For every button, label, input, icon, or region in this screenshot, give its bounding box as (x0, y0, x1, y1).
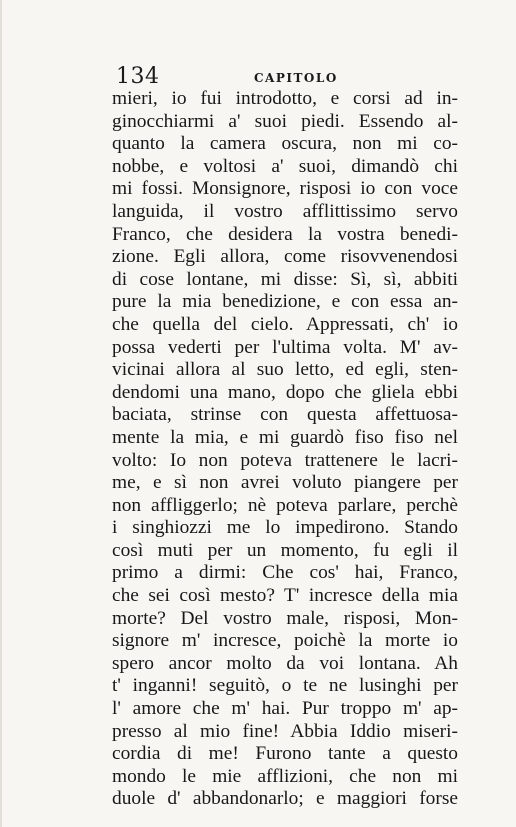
text-line: vicinai allora al suo letto, ed egli, sten- (112, 359, 458, 381)
text-line: quanto la camera oscura, non mi co- (112, 133, 458, 155)
text-line: che sei così mesto? T' incresce della mia (112, 585, 458, 607)
text-line: me, e sì non avrei voluto piangere per (112, 472, 458, 494)
text-line: t' inganni! seguitò, o te ne lusinghi per (112, 675, 458, 697)
text-line: i singhiozzi me lo impedirono. Stando (112, 517, 458, 539)
text-line: signore m' incresce, poichè la morte io (112, 630, 458, 652)
text-line: pure la mia benedizione, e con essa an- (112, 291, 458, 313)
text-line: spero ancor molto da voi lontana. Ah (112, 652, 458, 674)
running-head: CAPITOLO (254, 71, 338, 85)
text-line: volto: Io non poteva trattenere le lacri- (112, 449, 458, 471)
text-line: duole d' abbandonarlo; e maggiori forse (112, 788, 458, 810)
text-line: possa vederti per l'ultima volta. M' av- (112, 336, 458, 358)
text-line: di cose lontane, mi disse: Sì, sì, abbiti (112, 268, 458, 290)
text-line: presso al mio fine! Abbia Iddio miseri- (112, 720, 458, 742)
body-text (112, 88, 458, 811)
text-line: così muti per un momento, fu egli il (112, 539, 458, 561)
text-line: mente la mia, e mi guardò fiso fiso nel (112, 426, 458, 448)
text-line: languida, il vostro afflittissimo servo (112, 200, 458, 222)
page-number: 134 (116, 64, 160, 89)
text-line: l' amore che m' hai. Pur troppo m' ap- (112, 698, 458, 720)
text-line: cordia di me! Furono tante a questo (112, 743, 458, 765)
text-line: morte? Del vostro male, risposi, Mon- (112, 607, 458, 629)
text-line: nobbe, e voltosi a' suoi, dimandò chi (112, 155, 458, 177)
text-line: che quella del cielo. Appressati, ch' io (112, 313, 458, 335)
text-line: mi fossi. Monsignore, risposi io con voce (112, 178, 458, 200)
text-line: baciata, strinse con questa affettuosa- (112, 404, 458, 426)
text-line: mondo le mie afflizioni, che non mi (112, 765, 458, 787)
text-line: non affliggerlo; nè poteva parlare, perchè (112, 494, 458, 516)
text-line: Franco, che desidera la vostra benedi- (112, 223, 458, 245)
text-line: primo a dirmi: Che cos' hai, Franco, (112, 562, 458, 584)
text-line: dendomi una mano, dopo che gliela ebbi (112, 381, 458, 403)
text-line: mieri, io fui introdotto, e corsi ad in- (112, 88, 458, 109)
text-line: ginocchiarmi a' suoi piedi. Essendo al- (112, 110, 458, 132)
text-line: zione. Egli allora, come risovvenendosi (112, 246, 458, 268)
